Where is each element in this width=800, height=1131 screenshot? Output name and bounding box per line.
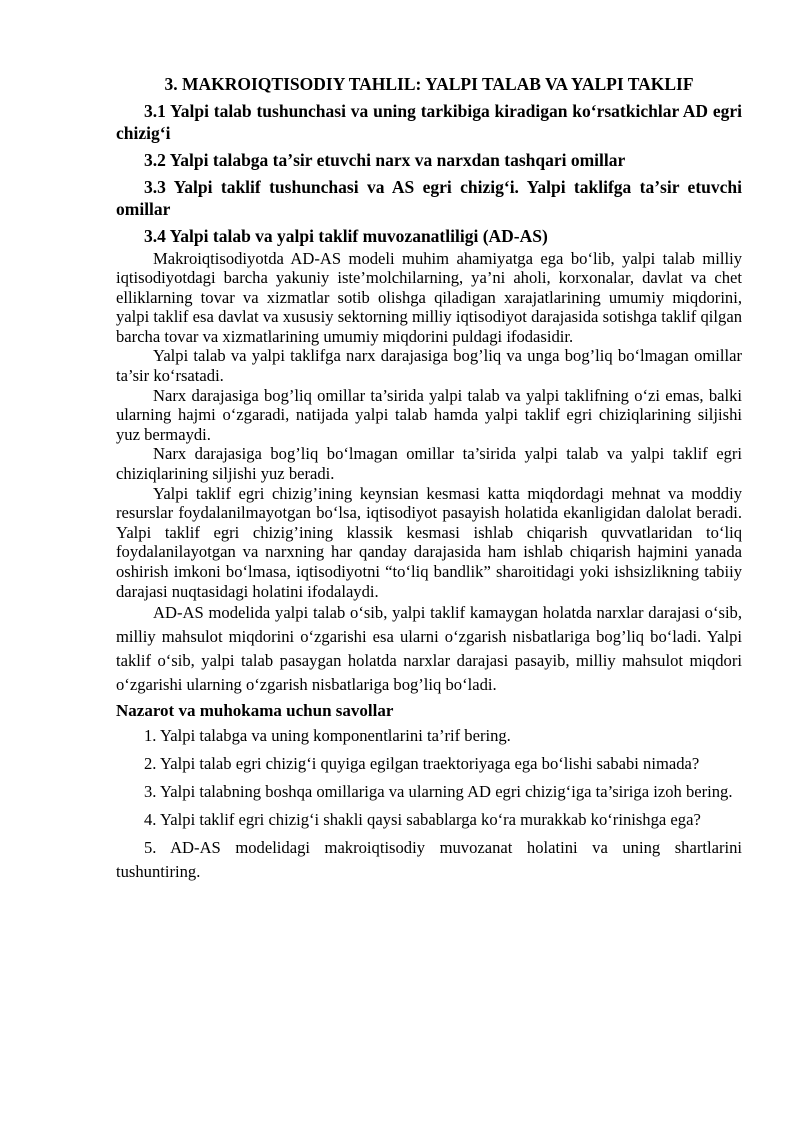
document-page (116, 74, 742, 888)
review-question: 4. Yalpi taklif egri chizig‘i shakli qaysi sabablarga ko‘ra murakkab ko‘rinishga ega? (144, 810, 701, 830)
section-heading-3-3: 3.3 Yalpi taklif tushunchasi va AS egri chizigʻi. Yalpi taklifga taʼsir etuvchi omillar (116, 176, 742, 219)
review-question: 1. Yalpi talabga va uning komponentlarini ta’rif bering. (144, 726, 511, 746)
review-questions-heading: Nazarot va muhokama uchun savollar (116, 701, 394, 721)
chapter-title: 3. MAKROIQTISODIY TAHLIL: YALPI TALAB VA YALPI TAKLIF (164, 74, 694, 94)
review-question: 3. Yalpi talabning boshqa omillariga va ularning AD egri chizig‘iga ta’siriga izoh bering. (144, 782, 733, 802)
section-heading-3-2: 3.2 Yalpi talabga taʼsir etuvchi narx va narxdan tashqari omillar (144, 149, 626, 170)
body-paragraph: Yalpi taklif egri chizig’ining keynsian kesmasi katta miqdordagi mehnat va moddiy resurslar foydalanilmayotgan bo‘lsa, iqtisodiyot pasayish holatida ekanligidan dalolat beradi. Yalpi taklif egri chizig’ining klassik kesmasi ishlab chiqarish quvvatlaridan to‘liq foydalanilayotgan va narxning har qanday darajasida ham ishlab chiqarish hajmini yanada oshirish imkoni bo‘lmasa, iqtisodiyotni “to‘liq bandlik” sharoitidagi yoki ishsizlikning tabiiy darajasi nuqtasidagi holatini ifodalaydi. (116, 483, 742, 601)
review-question: 5. AD-AS modelidagi makroiqtisodiy muvozanat holatini va uning shartlarini tushuntiring. (116, 838, 742, 882)
body-paragraph: Makroiqtisodiyotda AD-AS modeli muhim ahamiyatga ega bo‘lib, yalpi talab milliy iqtisodiyotdagi barcha yakuniy iste’molchilarning, ya’ni aholi, korxonalar, davlat va chet elliklarning tovar va xizmatlar sotib olishga qiladigan xarajatlarining umumiy miqdorini, yalpi taklif esa davlat va xususiy sektorning milliy iqtisodiyot darajasida sotishga taklif qilgan barcha tovar va xizmatlarining umumiy miqdorini puldagi ifodasidir. (116, 248, 742, 346)
body-paragraph: Narx darajasiga bog’liq omillar ta’sirida yalpi talab va yalpi taklifning o‘zi emas, balki ularning hajmi o‘zgaradi, natijada yalpi talab hamda yalpi taklif egri chiziqlarining siljishi yuz bermaydi. (116, 385, 742, 444)
body-paragraph: Yalpi talab va yalpi taklifga narx darajasiga bog’liq va unga bog’liq bo‘lmagan omillar ta’sir ko‘rsatadi. (116, 346, 742, 386)
review-question: 2. Yalpi talab egri chizig‘i quyiga egilgan traektoriyaga ega bo‘lishi sababi nimada? (144, 754, 700, 774)
body-paragraph: AD-AS modelida yalpi talab o‘sib, yalpi taklif kamaygan holatda narxlar darajasi o‘sib, milliy mahsulot miqdorini o‘zgarishi esa ularni o‘zgarish nisbatlariga bog’liq bo‘ladi. Yalpi taklif o‘sib, yalpi talab pasaygan holatda narxlar darajasi pasayib, milliy mahsulot miqdori o‘zgarishi ularning o‘zgarish nisbatlariga bog’liq bo‘ladi. (116, 603, 742, 695)
section-heading-3-1: 3.1 Yalpi talab tushunchasi va uning tarkibiga kiradigan koʻrsatkichlar AD egri chizigʻi (116, 100, 742, 143)
body-paragraph: Narx darajasiga bog’liq bo‘lmagan omillar ta’sirida yalpi talab va yalpi taklif egri chiziqlarining siljishi yuz beradi. (116, 444, 742, 484)
section-heading-3-4: 3.4 Yalpi talab va yalpi taklif muvozanatliligi (AD-AS) (144, 225, 548, 246)
